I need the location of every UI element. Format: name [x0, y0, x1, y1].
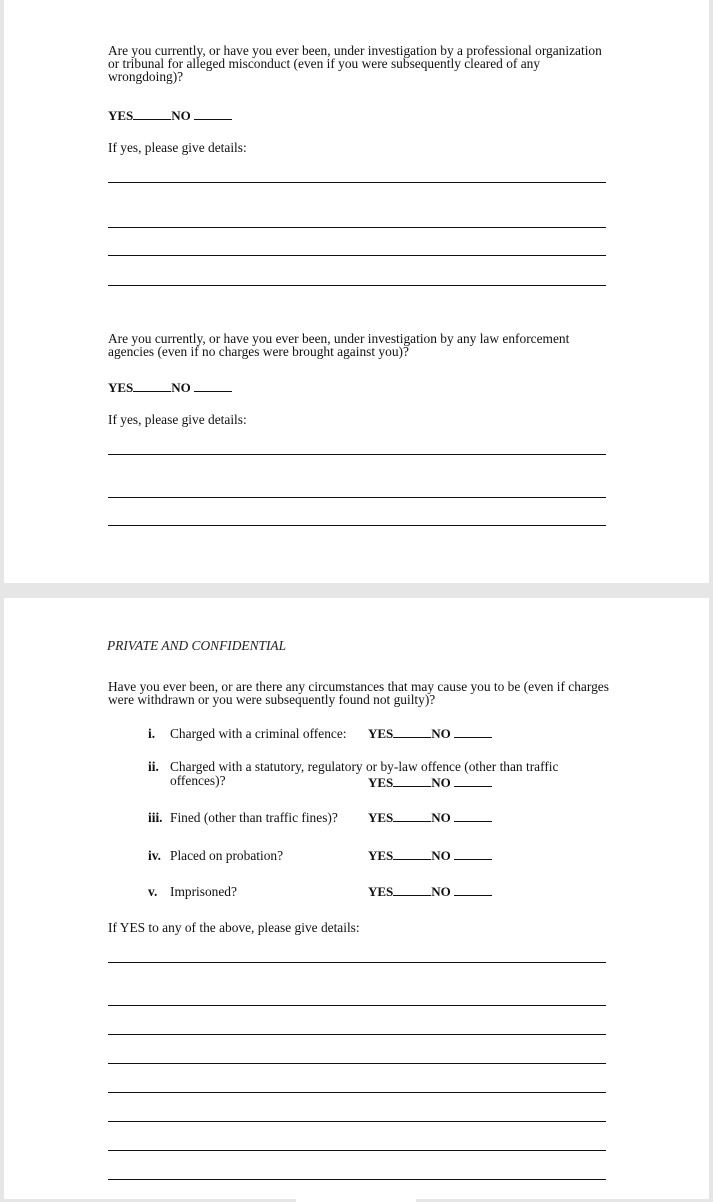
bottom-page-tab	[296, 1188, 416, 1202]
details-prompt-law-enforcement: If yes, please give details:	[108, 412, 247, 427]
yes-no-field-probation[interactable]	[368, 848, 492, 864]
no-label: NO	[431, 726, 451, 741]
yes-blank[interactable]	[393, 775, 431, 787]
yes-label: YES	[368, 810, 394, 825]
yes-blank[interactable]	[393, 810, 431, 822]
yes-blank[interactable]	[133, 380, 171, 392]
yes-no-field-law-enforcement[interactable]	[108, 380, 232, 396]
document-page-1	[4, 0, 709, 583]
details-line[interactable]	[108, 454, 606, 455]
no-label: NO	[171, 380, 191, 395]
no-blank[interactable]	[454, 884, 492, 896]
document-page-2	[4, 598, 709, 1199]
item-text: Charged with a statutory, regulatory or by-law offence (other than traffic	[170, 759, 559, 774]
details-line[interactable]	[108, 1121, 606, 1122]
item-number: iii.	[148, 810, 163, 825]
details-line[interactable]	[108, 1150, 606, 1151]
details-line[interactable]	[108, 497, 606, 498]
no-blank[interactable]	[194, 108, 232, 120]
no-blank[interactable]	[454, 775, 492, 787]
yes-label: YES	[368, 884, 394, 899]
list-item	[148, 848, 283, 864]
yes-no-field-criminal-offence[interactable]	[368, 726, 492, 742]
no-label: NO	[171, 108, 191, 123]
details-prompt-professional: If yes, please give details:	[108, 140, 247, 155]
yes-blank[interactable]	[393, 726, 431, 738]
list-item	[148, 884, 237, 900]
item-number: iv.	[148, 848, 162, 863]
details-line[interactable]	[108, 1179, 606, 1180]
item-text: Imprisoned?	[170, 884, 237, 899]
item-text: Fined (other than traffic fines)?	[170, 810, 338, 825]
details-line[interactable]	[108, 1005, 606, 1006]
yes-label: YES	[368, 775, 394, 790]
details-line[interactable]	[108, 1034, 606, 1035]
yes-no-field-professional[interactable]	[108, 108, 232, 124]
details-line[interactable]	[108, 1092, 606, 1093]
item-number: ii.	[148, 759, 159, 774]
yes-blank[interactable]	[393, 848, 431, 860]
yes-no-field-fined[interactable]	[368, 810, 492, 826]
yes-no-field-statutory-offence[interactable]	[368, 775, 492, 791]
question-criminal-circumstances: Have you ever been, or are there any circumstances that may cause you to be (even if charges were withdrawn or you were subsequently found not guilty)?	[108, 679, 609, 707]
no-label: NO	[431, 775, 451, 790]
no-label: NO	[431, 810, 451, 825]
details-line[interactable]	[108, 525, 606, 526]
no-label: NO	[431, 884, 451, 899]
details-line[interactable]	[108, 1063, 606, 1064]
question-professional-investigation: Are you currently, or have you ever been, under investigation by a professional organization or tribunal for alleged misconduct (even if you were subsequently cleared of any wrongdoing)?	[108, 43, 602, 84]
yes-label: YES	[108, 108, 134, 123]
item-text-continued: offences)?	[170, 773, 226, 788]
list-item	[148, 726, 347, 742]
question-law-enforcement: Are you currently, or have you ever been, under investigation by any law enforcement agencies (even if no charges were brought against you)?	[108, 331, 570, 359]
yes-blank[interactable]	[393, 884, 431, 896]
details-line[interactable]	[108, 182, 606, 183]
details-line[interactable]	[108, 962, 606, 963]
details-prompt-any-above: If YES to any of the above, please give details:	[108, 920, 360, 935]
item-number: v.	[148, 884, 158, 899]
details-line[interactable]	[108, 285, 606, 286]
yes-label: YES	[108, 380, 134, 395]
details-line[interactable]	[108, 227, 606, 228]
no-blank[interactable]	[194, 380, 232, 392]
item-number: i.	[148, 726, 156, 741]
no-blank[interactable]	[454, 848, 492, 860]
confidential-header: PRIVATE AND CONFIDENTIAL	[107, 638, 287, 653]
item-text: Placed on probation?	[170, 848, 284, 863]
item-text: Charged with a criminal offence:	[170, 726, 347, 741]
yes-blank[interactable]	[133, 108, 171, 120]
list-item	[148, 810, 338, 826]
details-line[interactable]	[108, 255, 606, 256]
no-blank[interactable]	[454, 726, 492, 738]
no-label: NO	[431, 848, 451, 863]
yes-label: YES	[368, 848, 394, 863]
no-blank[interactable]	[454, 810, 492, 822]
yes-no-field-imprisoned[interactable]	[368, 884, 492, 900]
yes-label: YES	[368, 726, 394, 741]
